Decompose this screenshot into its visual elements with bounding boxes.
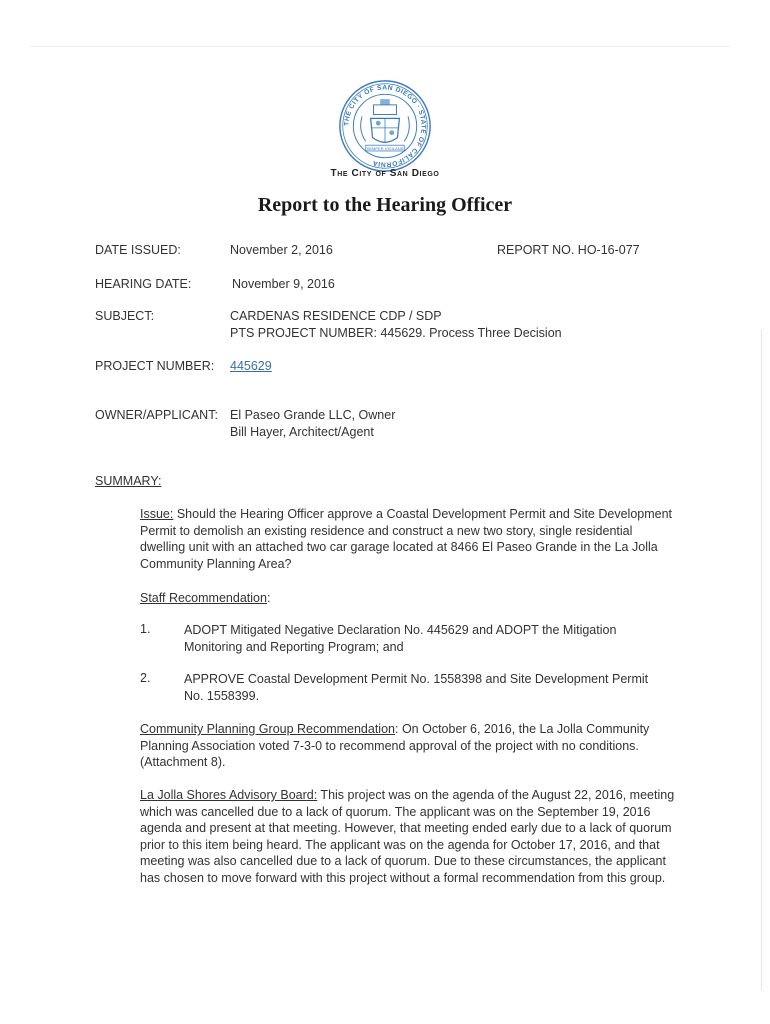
report-title: Report to the Hearing Officer (257, 194, 513, 216)
recommendation-1-number: 1. (140, 622, 151, 636)
subject-line-2: PTS PROJECT NUMBER: 445629. Process Three Decision (230, 326, 562, 340)
seal-motto: SEMPER VIGILANS (366, 145, 404, 151)
staff-recommendation-heading: Staff Recommendation: (140, 591, 271, 605)
project-number-label: PROJECT NUMBER: (95, 359, 215, 373)
summary-heading-text: SUMMARY (95, 474, 158, 488)
seal-outer-text: THE CITY OF SAN DIEGO · STATE OF CALIFORNIA (343, 84, 427, 168)
date-issued-label: DATE ISSUED: (95, 243, 181, 257)
la-jolla-shores-paragraph (140, 787, 680, 886)
issue-text: Should the Hearing Officer approve a Coastal Development Permit and Site Development Permit to demolish an existing residence and construct a new two story, single residential dwelling unit with an attached two car garage located at 8466 El Paseo Grande in the La Jolla Community Planning Area? (140, 507, 673, 571)
report-number: REPORT NO. HO-16-077 (497, 243, 640, 257)
city-name: The City of San Diego (330, 168, 440, 179)
subject-line-1: CARDENAS RESIDENCE CDP / SDP (230, 309, 442, 323)
project-number-link[interactable]: 445629 (230, 359, 272, 373)
owner-line-2: Bill Hayer, Architect/Agent (230, 425, 374, 439)
hearing-date-label: HEARING DATE: (95, 277, 192, 291)
la-jolla-shores-label: La Jolla Shores Advisory Board: (140, 788, 318, 802)
issue-paragraph (140, 506, 680, 572)
recommendation-1-text: ADOPT Mitigated Negative Declaration No. 445629 and ADOPT the Mitigation Monitoring and Reporting Program; and (184, 623, 617, 654)
issue-label: Issue: (140, 507, 174, 521)
staff-recommendation-label: Staff Recommendation (140, 591, 267, 605)
community-planning-text: : On October 6, 2016, the La Jolla Community Planning Association voted 7-3-0 to recommend approval of the project with no conditions. (Attachment 8). (140, 722, 650, 769)
recommendation-2-number: 2. (140, 671, 151, 685)
owner-applicant-label: OWNER/APPLICANT: (95, 408, 218, 422)
recommendation-2-text: APPROVE Coastal Development Permit No. 1558398 and Site Development Permit No. 1558399. (184, 672, 649, 703)
community-planning-paragraph (140, 721, 680, 771)
owner-line-1: El Paseo Grande LLC, Owner (230, 408, 396, 422)
subject-label: SUBJECT: (95, 309, 155, 323)
la-jolla-shores-text: This project was on the agenda of the August 22, 2016, meeting which was cancelled due to a lack of quorum. The applicant was on the September 19, 2016 agenda and present at that meeting. However, that meeting ended early due to a lack of quorum prior to this item being heard. The applicant was on the agenda for October 17, 2016, and that meeting was also cancelled due to a lack of quorum. Due to these circumstances, the applicant has chosen to move forward with this project without a formal recommendation from this group. (140, 788, 675, 885)
hearing-date-value: November 9, 2016 (232, 277, 335, 291)
scan-edge-line (761, 330, 762, 990)
community-planning-label: Community Planning Group Recommendation (140, 722, 395, 736)
city-seal-logo (337, 78, 433, 174)
summary-heading: SUMMARY: (95, 474, 162, 488)
scan-artifact-line (30, 46, 730, 47)
date-issued-value: November 2, 2016 (230, 243, 333, 257)
